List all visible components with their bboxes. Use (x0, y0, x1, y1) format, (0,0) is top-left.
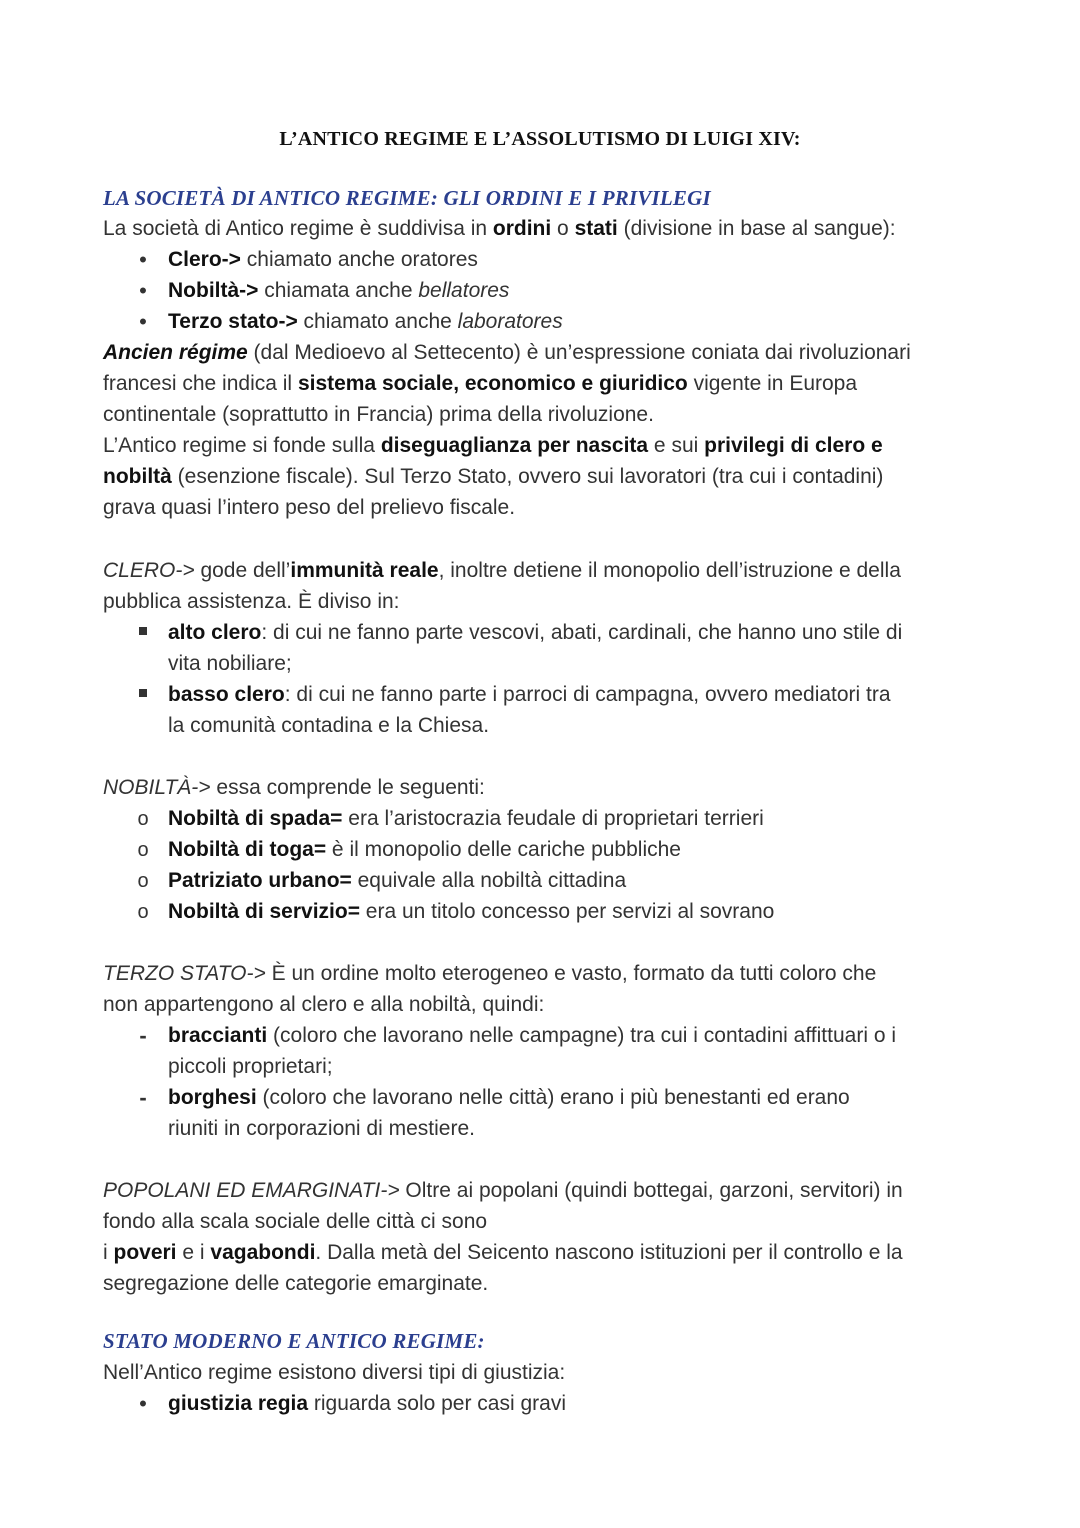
text: : di cui ne fanno parte i parroci di campagna, ovvero mediatori tra (284, 683, 891, 706)
paragraph-line: segregazione delle categorie emarginate. (103, 1272, 489, 1295)
paragraph-line (103, 430, 983, 461)
dash-bullet-icon (133, 1020, 153, 1052)
list-item (103, 275, 983, 306)
italic-term: laboratores (457, 310, 563, 333)
dash-bullet-icon (133, 1082, 153, 1114)
text: vigente in Europa (687, 372, 858, 395)
intro-line (103, 213, 983, 244)
list-item (103, 865, 983, 896)
list-item (103, 1020, 983, 1082)
text: riguarda solo per casi gravi (308, 1392, 567, 1415)
bold-term: alto clero (168, 621, 262, 644)
section-label: NOBILTÀ-> (103, 776, 211, 799)
paragraph-line (103, 958, 983, 989)
list-item (103, 1082, 983, 1144)
section-label: CLERO-> (103, 559, 195, 582)
text: francesi che indica il (103, 372, 298, 395)
text: Oltre ai popolani (quindi bottegai, garzoni, servitori) in (399, 1179, 903, 1202)
paragraph-line (103, 461, 983, 492)
paragraph-line: non appartengono al clero e alla nobiltà, quindi: (103, 993, 545, 1016)
text: chiamato anche (297, 310, 458, 333)
paragraph-line (103, 772, 983, 803)
bold-term: braccianti (168, 1024, 268, 1047)
list-item (103, 1388, 983, 1419)
circle-bullet-icon (133, 803, 153, 835)
bold-term: Clero-> (168, 248, 241, 271)
italic-bold-term: Ancien régime (103, 341, 248, 364)
list-item (103, 834, 983, 865)
section-heading-stato-moderno: STATO MODERNO E ANTICO REGIME: (103, 1329, 485, 1353)
text: piccoli proprietari; (168, 1055, 333, 1078)
bold-term: Nobiltà di spada= (168, 807, 343, 830)
bold-term: basso clero (168, 683, 285, 706)
paragraph-line (103, 555, 983, 586)
bullet-icon (133, 244, 153, 276)
text: (dal Medioevo al Settecento) è un’espressione coniata dai rivoluzionari (247, 341, 911, 364)
section-heading-societa: LA SOCIETÀ DI ANTICO REGIME: GLI ORDINI E I PRIVILEGI (103, 186, 711, 210)
giustizia-list (103, 1388, 983, 1419)
list-item (103, 306, 983, 337)
text: era un titolo concesso per servizi al sovrano (359, 900, 775, 923)
text: , inoltre detiene il monopolio dell’istruzione e della (438, 559, 901, 582)
terzo-list (103, 1020, 983, 1144)
circle-bullet-icon (133, 865, 153, 897)
text: È un ordine molto eterogeneo e vasto, formato da tutti coloro che (265, 962, 877, 985)
bold-term: immunità reale (290, 559, 439, 582)
clero-list (103, 617, 983, 741)
paragraph-line: continentale (soprattutto in Francia) prima della rivoluzione. (103, 403, 654, 426)
list-item (103, 803, 983, 834)
text: chiamato anche oratores (240, 248, 478, 271)
list-item (103, 679, 983, 741)
text: o (551, 217, 575, 240)
paragraph-line: pubblica assistenza. È diviso in: (103, 590, 400, 613)
bold-term: Nobiltà-> (168, 279, 259, 302)
section-label: POPOLANI ED EMARGINATI-> (103, 1179, 400, 1202)
bold-term: privilegi di clero e (704, 434, 883, 457)
bold-term: borghesi (168, 1086, 257, 1109)
text: . Dalla metà del Seicento nascono istituzioni per il controllo e la (315, 1241, 903, 1264)
nobilta-list (103, 803, 983, 927)
bold-term: Terzo stato-> (168, 310, 298, 333)
text: e i (176, 1241, 211, 1264)
text: (esenzione fiscale). Sul Terzo Stato, ovvero sui lavoratori (tra cui i contadini) (171, 465, 884, 488)
bold-term: vagabondi (210, 1241, 316, 1264)
text: chiamata anche (258, 279, 419, 302)
bold-term: nobiltà (103, 465, 172, 488)
paragraph-line (103, 1237, 983, 1268)
text: (divisione in base al sangue): (617, 217, 896, 240)
bold-term: ordini (492, 217, 552, 240)
bold-term: diseguaglianza per nascita (380, 434, 649, 457)
text: (coloro che lavorano nelle città) erano i più benestanti ed erano (256, 1086, 850, 1109)
bullet-icon (133, 306, 153, 338)
text: : di cui ne fanno parte vescovi, abati, cardinali, che hanno uno stile di (261, 621, 903, 644)
nobilta-block (103, 772, 983, 927)
paragraph-line: fondo alla scala sociale delle città ci sono (103, 1210, 488, 1233)
bullet-icon (133, 275, 153, 307)
text: La società di Antico regime è suddivisa in (103, 217, 493, 240)
text: L’Antico regime si fonde sulla (103, 434, 381, 457)
section2-body (103, 1357, 983, 1419)
section-label: TERZO STATO-> (103, 962, 266, 985)
text: riuniti in corporazioni di mestiere. (168, 1117, 475, 1140)
bold-term: stati (574, 217, 618, 240)
text: i (103, 1241, 114, 1264)
bold-term: poveri (113, 1241, 177, 1264)
text: e sui (648, 434, 705, 457)
text: era l’aristocrazia feudale di proprietari terrieri (342, 807, 764, 830)
paragraph-line: grava quasi l’intero peso del prelievo fiscale. (103, 496, 516, 519)
page-title: L’ANTICO REGIME E L’ASSOLUTISMO DI LUIGI XIV: (279, 128, 801, 150)
orders-list (103, 244, 983, 337)
terzo-stato-block (103, 958, 983, 1144)
paragraph-line: Nell’Antico regime esistono diversi tipi di giustizia: (103, 1361, 566, 1384)
list-item (103, 244, 983, 275)
bullet-icon (133, 1388, 153, 1420)
text: (coloro che lavorano nelle campagne) tra cui i contadini affittuari o i (267, 1024, 897, 1047)
text: vita nobiliare; (168, 652, 292, 675)
text: è il monopolio delle cariche pubbliche (326, 838, 681, 861)
popolani-block (103, 1175, 983, 1299)
bold-term: Patriziato urbano= (168, 869, 352, 892)
bold-term: giustizia regia (168, 1392, 309, 1415)
text: la comunità contadina e la Chiesa. (168, 714, 490, 737)
bold-term: sistema sociale, economico e giuridico (297, 372, 688, 395)
paragraph-line (103, 1175, 983, 1206)
bold-term: Nobiltà di servizio= (168, 900, 360, 923)
text: gode dell’ (194, 559, 291, 582)
list-item (103, 896, 983, 927)
section1-body (103, 213, 983, 523)
clero-block (103, 555, 983, 741)
bold-term: Nobiltà di toga= (168, 838, 327, 861)
list-item (103, 617, 983, 679)
text: equivale alla nobiltà cittadina (351, 869, 627, 892)
italic-term: bellatores (418, 279, 510, 302)
paragraph-line (103, 337, 983, 368)
circle-bullet-icon (133, 834, 153, 866)
text: essa comprende le seguenti: (210, 776, 485, 799)
circle-bullet-icon (133, 896, 153, 928)
paragraph-line (103, 368, 983, 399)
